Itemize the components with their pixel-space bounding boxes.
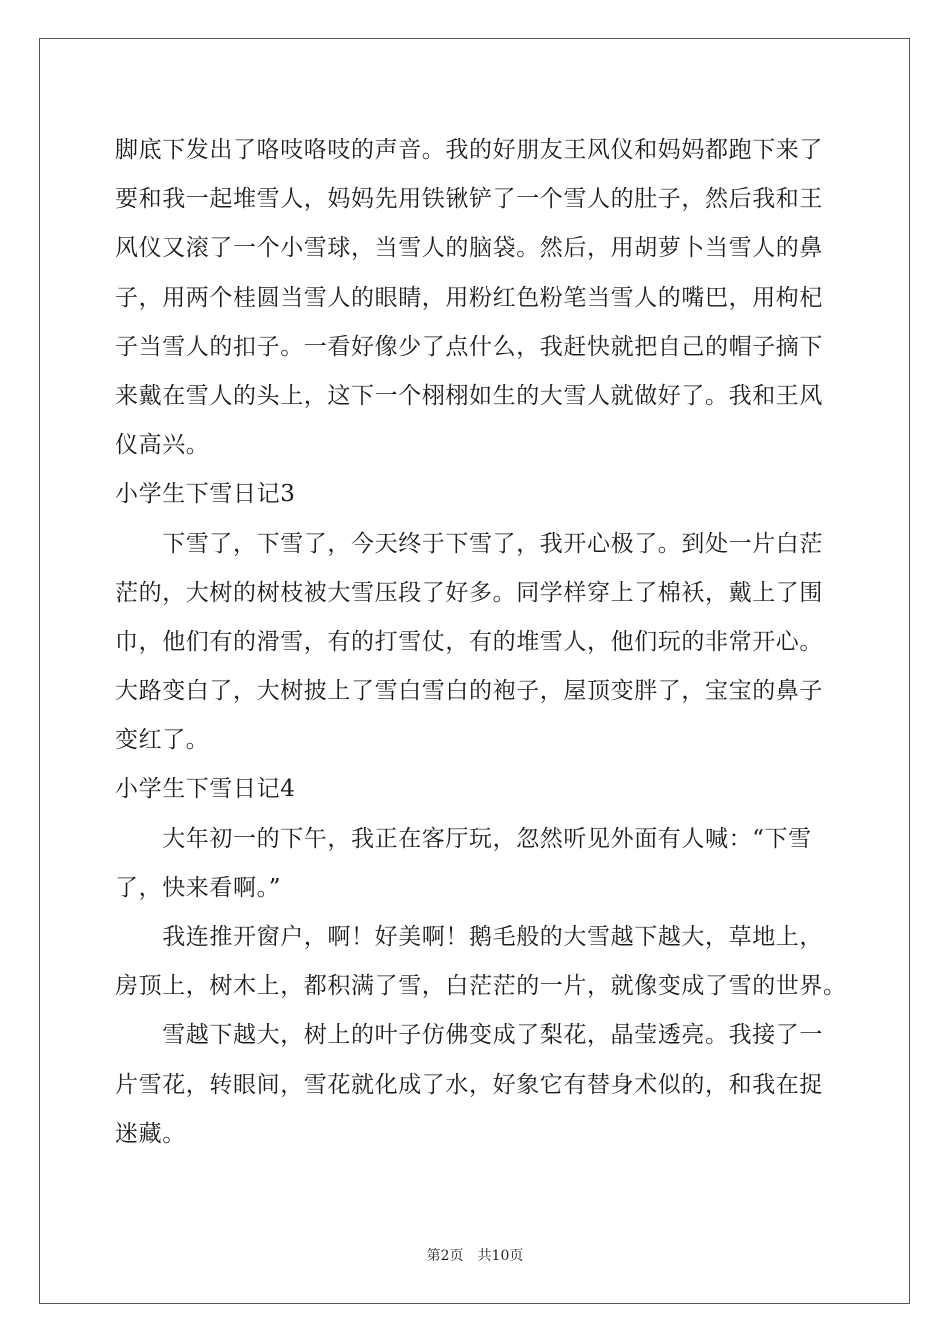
text-line: 了，快来看啊。”: [115, 874, 282, 901]
section-heading: 小学生下雪日记3: [115, 481, 296, 508]
text-line: 片雪花，转眼间，雪花就化成了水，好象它有替身术似的，和我在捉: [115, 1071, 823, 1098]
text-line: 雪越下越大，树上的叶子仿佛变成了梨花，晶莹透亮。我接了一: [115, 1022, 823, 1049]
text-line: 子当雪人的扣子。一看好像少了点什么，我赶快就把自己的帽子摘下: [115, 333, 823, 360]
document-body: [115, 126, 847, 1159]
text-line: 房顶上，树木上，都积满了雪，白茫茫的一片，就像变成了雪的世界。: [115, 973, 847, 1000]
page-total: 共10页: [477, 1248, 524, 1264]
text-line: 仪高兴。: [115, 432, 210, 459]
text-line: 来戴在雪人的头上，这下一个栩栩如生的大雪人就做好了。我和王风: [115, 382, 823, 409]
page-number: 第2页: [426, 1248, 464, 1264]
text-line: 大年初一的下午，我正在客厅玩，忽然听见外面有人喊：“下雪: [115, 825, 812, 852]
section-heading: 小学生下雪日记4: [115, 776, 296, 803]
text-line: 迷藏。: [115, 1120, 186, 1147]
text-line: 大路变白了，大树披上了雪白雪白的袍子，屋顶变胖了，宝宝的鼻子: [115, 678, 823, 705]
page-footer: [0, 1246, 950, 1266]
text-line: 巾，他们有的滑雪，有的打雪仗，有的堆雪人，他们玩的非常开心。: [115, 628, 823, 655]
text-line: 我连推开窗户，啊！好美啊！鹅毛般的大雪越下越大，草地上，: [115, 924, 823, 950]
text-line: 风仪又滚了一个小雪球，当雪人的脑袋。然后，用胡萝卜当雪人的鼻: [115, 235, 823, 262]
text-line: 下雪了，下雪了，今天终于下雪了，我开心极了。到处一片白茫: [115, 530, 823, 557]
text-line: 要和我一起堆雪人，妈妈先用铁锹铲了一个雪人的肚子，然后我和王: [115, 186, 823, 213]
text-line: 脚底下发出了咯吱咯吱的声音。我的好朋友王风仪和妈妈都跑下来了: [115, 137, 823, 163]
text-line: 变红了。: [115, 727, 210, 754]
text-line: 茫的，大树的树枝被大雪压段了好多。同学样穿上了棉袄，戴上了围: [115, 579, 823, 606]
text-line: 子，用两个桂圆当雪人的眼睛，用粉红色粉笔当雪人的嘴巴，用枸杞: [115, 284, 823, 311]
